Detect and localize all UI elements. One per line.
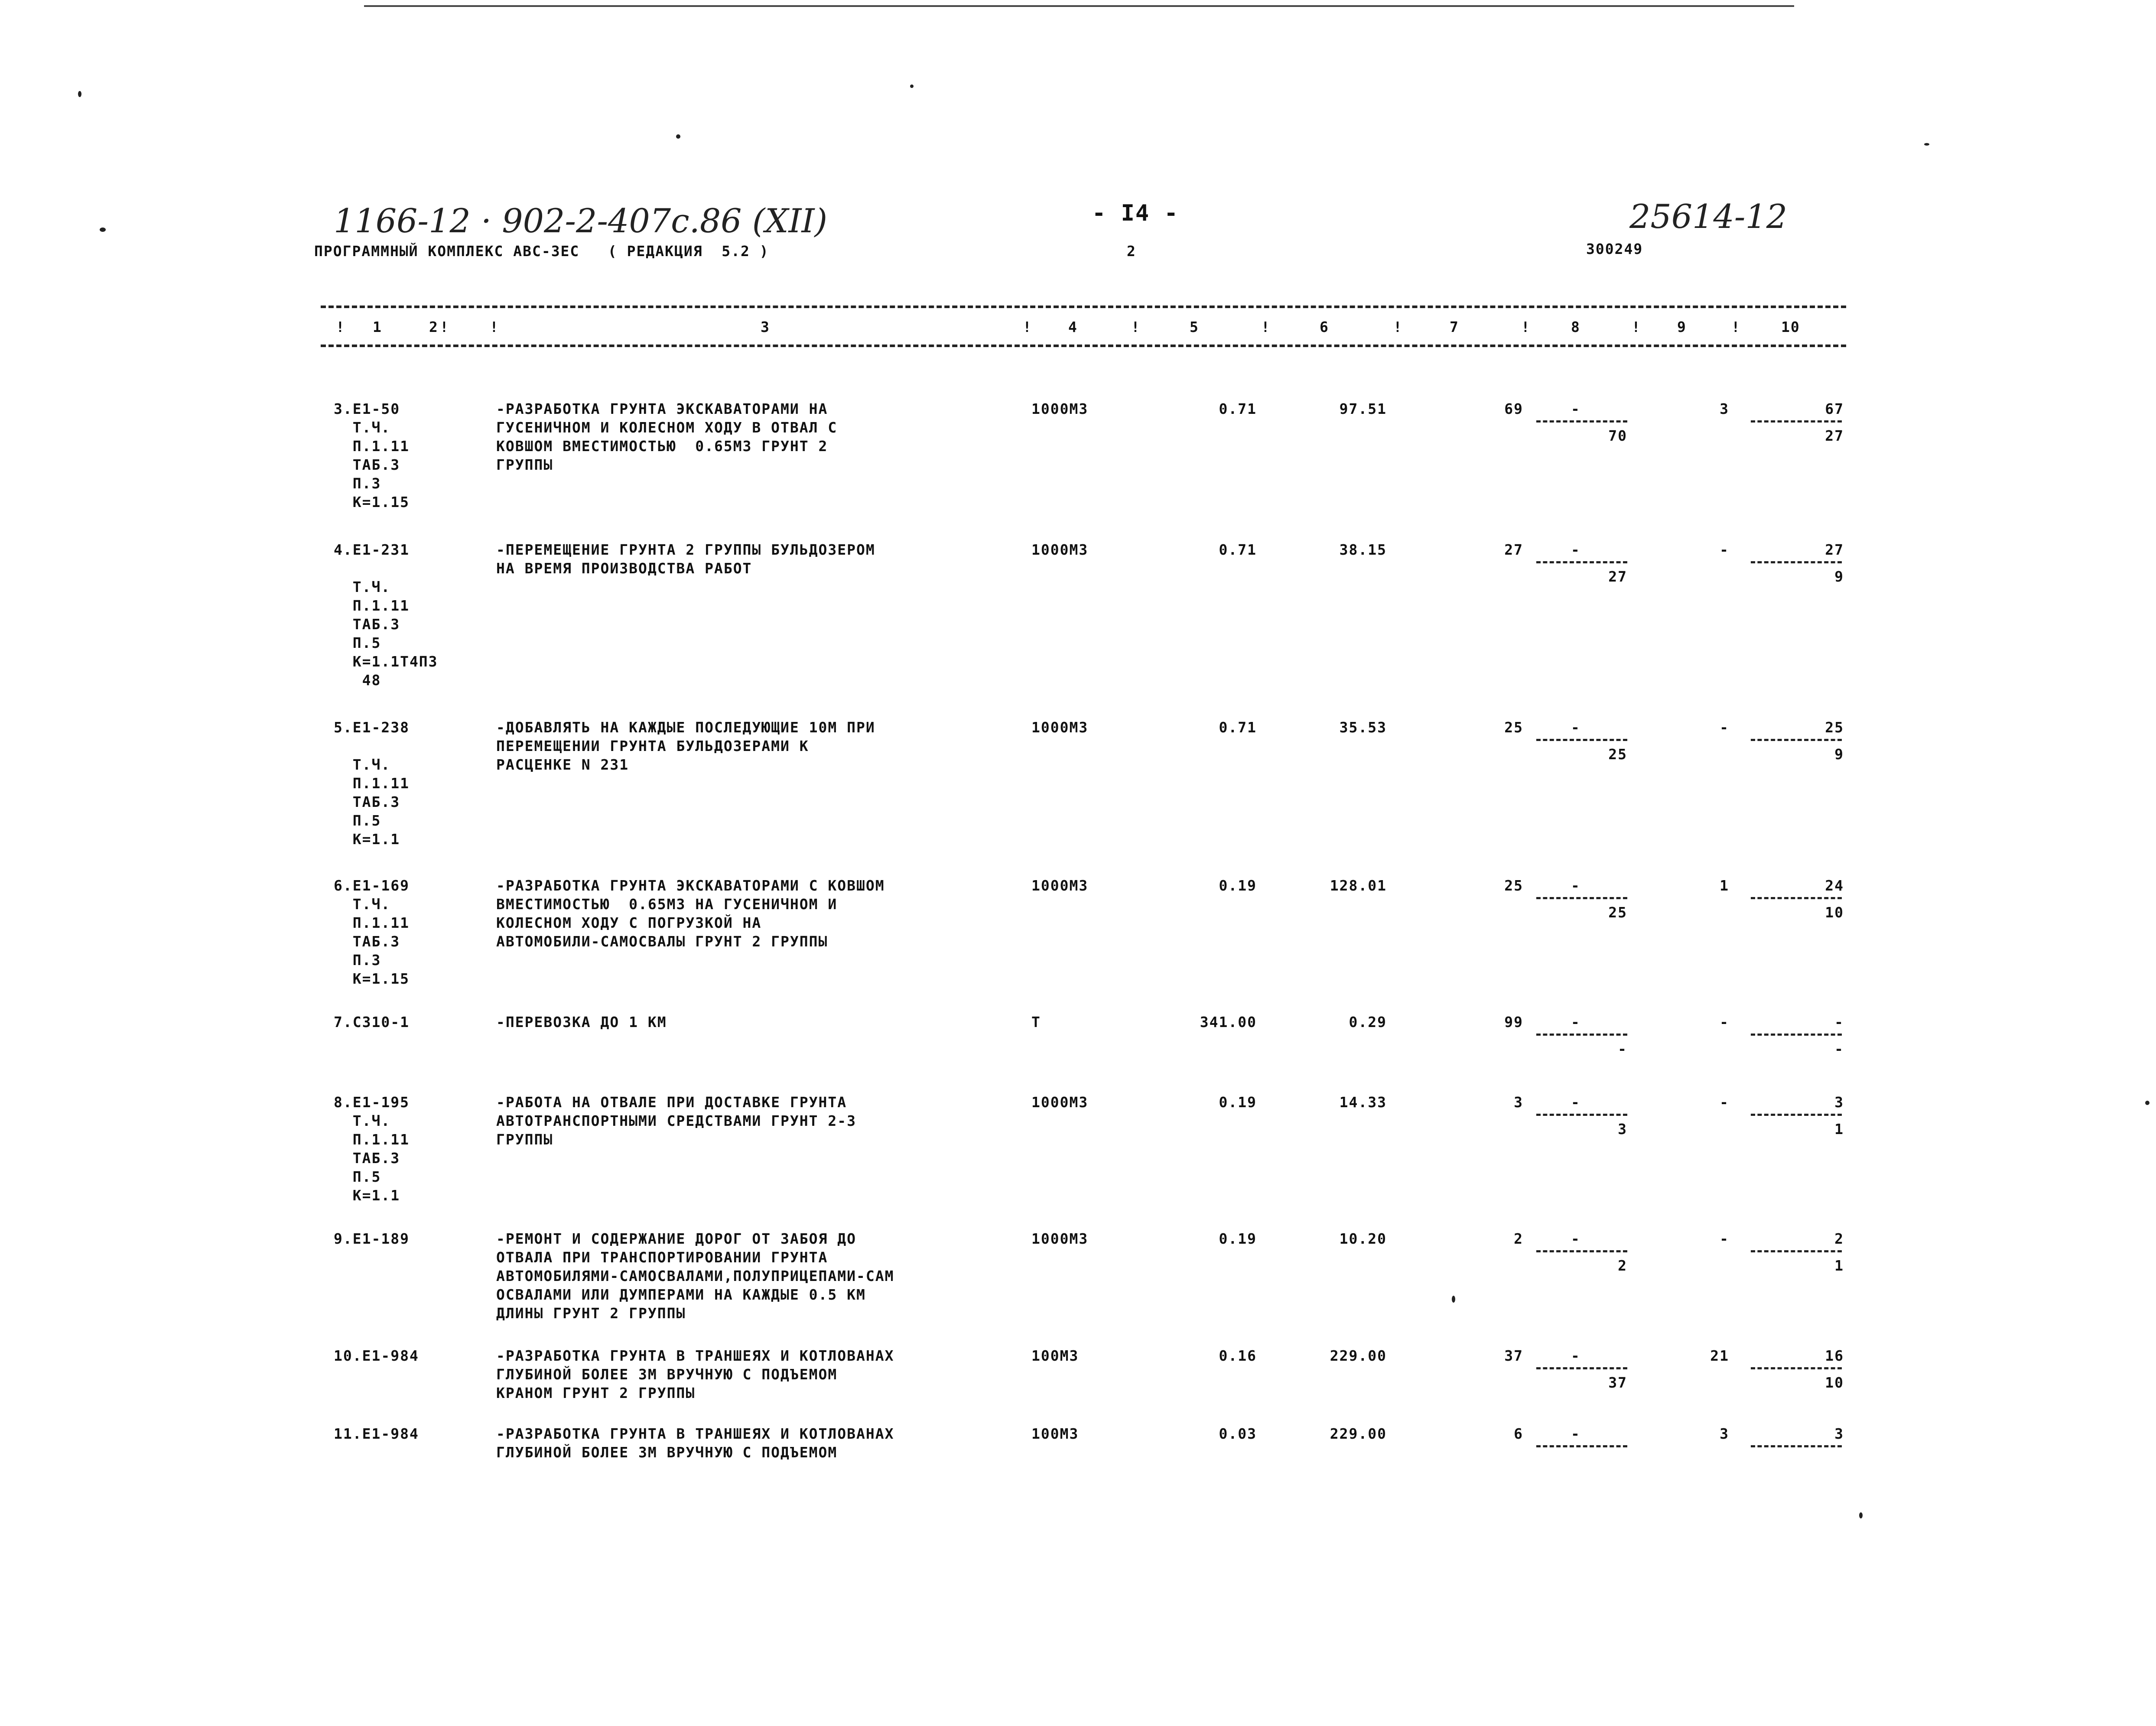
row-quantity: 0.16 [1219, 1347, 1257, 1364]
row-description-line: -ДОБАВЛЯТЬ НА КАЖДЫЕ ПОСЛЕДУЮЩИЕ 10М ПРИ [496, 719, 875, 736]
row-description-line: -РЕМОНТ И СОДЕРЖАНИЕ ДОРОГ ОТ ЗАБОЯ ДО [496, 1230, 856, 1247]
col-num-9: 9 [1677, 319, 1687, 335]
fraction-line [1536, 1445, 1627, 1447]
document-code: 300249 [1586, 241, 1643, 257]
row-unit-price: 0.29 [1349, 1014, 1387, 1030]
row-description-line: ГЛУБИНОЙ БОЛЕЕ 3М ВРУЧНУЮ С ПОДЪЕМОМ [496, 1366, 838, 1383]
row-total-cost: 37 [1504, 1347, 1523, 1364]
row-col10-top: 27 [1825, 541, 1844, 558]
col-num-10: 10 [1781, 319, 1800, 335]
row-code-line: 4.Е1-231 [334, 541, 410, 558]
row-description-line: -РАЗРАБОТКА ГРУНТА ЭКСКАВАТОРАМИ НА [496, 400, 828, 417]
row-code-line: П.1.11 [334, 914, 410, 931]
row-code-line: П.5 [334, 634, 381, 651]
fraction-line [1751, 420, 1842, 423]
row-code-line: Т.Ч. [334, 756, 391, 773]
row-quantity: 0.71 [1219, 719, 1257, 736]
row-code-line: 3.Е1-50 [334, 400, 400, 417]
row-unit: 1000М3 [1031, 1094, 1089, 1111]
row-quantity: 0.71 [1219, 541, 1257, 558]
row-col8-bottom: 25 [1608, 904, 1627, 921]
row-code-line: П.3 [334, 475, 381, 492]
row-code-line: К=1.1 [334, 831, 400, 848]
scan-speck [1859, 1512, 1863, 1518]
row-quantity: 0.19 [1219, 1230, 1257, 1247]
table-header-rule [321, 345, 1846, 347]
fraction-line [1751, 1445, 1842, 1447]
row-code-line: ТАБ.3 [334, 793, 400, 810]
row-code-line: 10.Е1-984 [334, 1347, 419, 1364]
row-col8-bottom: - [1618, 1040, 1627, 1057]
row-code-line: 11.Е1-984 [334, 1425, 419, 1442]
scan-speck [910, 85, 914, 88]
row-col9: 21 [1710, 1347, 1729, 1364]
row-col10-bottom: 10 [1825, 904, 1844, 921]
fraction-line [1536, 897, 1627, 899]
fraction-line [1536, 561, 1627, 563]
row-col10-bottom: 1 [1834, 1121, 1844, 1138]
row-col10-bottom: 27 [1825, 427, 1844, 444]
row-unit: 1000М3 [1031, 719, 1089, 736]
row-col9: - [1720, 1230, 1729, 1247]
row-description-line: ГЛУБИНОЙ БОЛЕЕ 3М ВРУЧНУЮ С ПОДЪЕМОМ [496, 1444, 838, 1461]
row-col8-bottom: 2 [1618, 1257, 1627, 1274]
row-code-line: 9.Е1-189 [334, 1230, 410, 1247]
row-description-line: ГУСЕНИЧНОМ И КОЛЕСНОМ ХОДУ В ОТВАЛ С [496, 419, 838, 436]
row-col9: 1 [1720, 877, 1729, 894]
row-unit: 1000М3 [1031, 400, 1089, 417]
fraction-line [1536, 1114, 1627, 1116]
row-code-line: К=1.15 [334, 494, 410, 510]
row-unit: 1000М3 [1031, 877, 1089, 894]
row-description-line: АВТОМОБИЛИ-САМОСВАЛЫ ГРУНТ 2 ГРУППЫ [496, 933, 828, 950]
row-code-line: П.1.11 [334, 775, 410, 792]
row-code-line: 6.Е1-169 [334, 877, 410, 894]
col-num-5: 5 [1190, 319, 1199, 335]
fraction-line [1751, 1114, 1842, 1116]
row-col8-top: - [1571, 1425, 1580, 1442]
row-description-line: -ПЕРЕВОЗКА ДО 1 КМ [496, 1014, 667, 1030]
row-col9: - [1720, 1014, 1729, 1030]
page-number: - I4 - [1092, 200, 1179, 226]
row-description-line: РАСЦЕНКЕ N 231 [496, 756, 629, 773]
scan-speck [676, 134, 680, 139]
row-unit-price: 229.00 [1330, 1425, 1387, 1442]
row-quantity: 0.71 [1219, 400, 1257, 417]
row-total-cost: 25 [1504, 877, 1523, 894]
top-edge-rule [364, 5, 1794, 7]
fraction-line [1751, 897, 1842, 899]
col-num-4: 4 [1068, 319, 1078, 335]
row-description-line: ГРУППЫ [496, 456, 553, 473]
row-col10-top: 3 [1834, 1094, 1844, 1111]
col-num-8: 8 [1571, 319, 1580, 335]
row-unit-price: 229.00 [1330, 1347, 1387, 1364]
fraction-line [1751, 1367, 1842, 1369]
col-num-2: 2 [429, 319, 439, 335]
row-col8-bottom: 37 [1608, 1374, 1627, 1391]
col-num-7: 7 [1450, 319, 1459, 335]
row-description-line: -РАЗРАБОТКА ГРУНТА В ТРАНШЕЯХ И КОТЛОВАНАХ [496, 1425, 894, 1442]
table-top-rule [321, 306, 1846, 308]
scan-speck [2145, 1101, 2149, 1105]
row-total-cost: 3 [1514, 1094, 1523, 1111]
row-description-line: ПЕРЕМЕЩЕНИИ ГРУНТА БУЛЬДОЗЕРАМИ К [496, 738, 809, 754]
row-code-line: 7.С310-1 [334, 1014, 410, 1030]
row-code-line: 8.Е1-195 [334, 1094, 410, 1111]
fraction-line [1536, 420, 1627, 423]
row-col8-top: - [1571, 400, 1580, 417]
fraction-line [1751, 561, 1842, 563]
row-code-line: Т.Ч. [334, 579, 391, 595]
row-total-cost: 99 [1504, 1014, 1523, 1030]
row-col8-top: - [1571, 719, 1580, 736]
row-code-line: П.1.11 [334, 597, 410, 614]
row-description-line: АВТОТРАНСПОРТНЫМИ СРЕДСТВАМИ ГРУНТ 2-3 [496, 1112, 856, 1129]
row-total-cost: 25 [1504, 719, 1523, 736]
row-description-line: АВТОМОБИЛЯМИ-САМОСВАЛАМИ,ПОЛУПРИЦЕПАМИ-САМ [496, 1268, 894, 1284]
row-description-line: КОВШОМ ВМЕСТИМОСТЬЮ 0.65М3 ГРУНТ 2 [496, 438, 828, 455]
row-col10-top: 67 [1825, 400, 1844, 417]
row-col10-top: 24 [1825, 877, 1844, 894]
row-col8-top: - [1571, 877, 1580, 894]
row-code-line: П.1.11 [334, 1131, 410, 1148]
row-col8-top: - [1571, 541, 1580, 558]
row-code-line: П.1.11 [334, 438, 410, 455]
col-num-1: 1 [373, 319, 382, 335]
row-code-line: П.5 [334, 812, 381, 829]
row-unit-price: 14.33 [1339, 1094, 1387, 1111]
row-col9: - [1720, 1094, 1729, 1111]
row-total-cost: 2 [1514, 1230, 1523, 1247]
row-unit: 100М3 [1031, 1347, 1079, 1364]
row-col10-top: 2 [1834, 1230, 1844, 1247]
row-unit-price: 128.01 [1330, 877, 1387, 894]
row-quantity: 0.19 [1219, 877, 1257, 894]
row-col9: - [1720, 541, 1729, 558]
row-unit: 100М3 [1031, 1425, 1079, 1442]
row-description-line: КОЛЕСНОМ ХОДУ С ПОГРУЗКОЙ НА [496, 914, 762, 931]
row-quantity: 0.03 [1219, 1425, 1257, 1442]
row-code-line: 48 [334, 672, 381, 689]
row-description-line: -РАЗРАБОТКА ГРУНТА ЭКСКАВАТОРАМИ С КОВШОМ [496, 877, 885, 894]
fraction-line [1536, 1250, 1627, 1252]
row-col10-bottom: 10 [1825, 1374, 1844, 1391]
scan-speck [100, 228, 106, 232]
row-description-line: -РАЗРАБОТКА ГРУНТА В ТРАНШЕЯХ И КОТЛОВАНАХ [496, 1347, 894, 1364]
scan-speck [1452, 1296, 1455, 1303]
row-description-line: КРАНОМ ГРУНТ 2 ГРУППЫ [496, 1385, 696, 1401]
fraction-line [1536, 1034, 1627, 1036]
col-num-3: 3 [761, 319, 770, 335]
row-description-line: -РАБОТА НА ОТВАЛЕ ПРИ ДОСТАВКЕ ГРУНТА [496, 1094, 847, 1111]
row-quantity: 0.19 [1219, 1094, 1257, 1111]
row-code-line: ТАБ.3 [334, 456, 400, 473]
row-description-line: -ПЕРЕМЕЩЕНИЕ ГРУНТА 2 ГРУППЫ БУЛЬДОЗЕРОМ [496, 541, 875, 558]
row-description-line: ВМЕСТИМОСТЬЮ 0.65М3 НА ГУСЕНИЧНОМ И [496, 896, 838, 913]
row-total-cost: 69 [1504, 400, 1523, 417]
row-col10-top: 25 [1825, 719, 1844, 736]
row-total-cost: 27 [1504, 541, 1523, 558]
row-col8-top: - [1571, 1014, 1580, 1030]
row-code-line: П.3 [334, 952, 381, 969]
row-description-line: ОТВАЛА ПРИ ТРАНСПОРТИРОВАНИИ ГРУНТА [496, 1249, 828, 1266]
row-code-line: К=1.1Т4П3 [334, 653, 438, 670]
col-num-6: 6 [1320, 319, 1329, 335]
row-col9: 3 [1720, 1425, 1729, 1442]
row-code-line: ТАБ.3 [334, 933, 400, 950]
row-col8-bottom: 3 [1618, 1121, 1627, 1138]
row-description-line: ДЛИНЫ ГРУНТ 2 ГРУППЫ [496, 1305, 686, 1322]
row-col8-bottom: 27 [1608, 568, 1627, 585]
scan-speck [78, 91, 81, 97]
row-col8-bottom: 70 [1608, 427, 1627, 444]
fraction-line [1751, 1034, 1842, 1036]
row-col10-bottom: 9 [1834, 568, 1844, 585]
row-col8-top: - [1571, 1230, 1580, 1247]
row-col10-top: 16 [1825, 1347, 1844, 1364]
program-title: ПРОГРАММНЫЙ КОМПЛЕКС АВС-3ЕС ( РЕДАКЦИЯ 5.2 ) [314, 243, 769, 260]
sub-number: 2 [1127, 243, 1136, 260]
row-col8-top: - [1571, 1094, 1580, 1111]
row-code-line: ТАБ.3 [334, 1150, 400, 1167]
row-code-line: П.5 [334, 1168, 381, 1185]
row-unit-price: 38.15 [1339, 541, 1387, 558]
handwritten-document-number: 25614-12 [1629, 197, 1788, 236]
row-unit-price: 97.51 [1339, 400, 1387, 417]
row-unit: 1000М3 [1031, 1230, 1089, 1247]
row-col10-top: - [1834, 1014, 1844, 1030]
row-description-line: ГРУППЫ [496, 1131, 553, 1148]
row-quantity: 341.00 [1200, 1014, 1257, 1030]
fraction-line [1536, 1367, 1627, 1369]
fraction-line [1536, 739, 1627, 741]
row-col9: - [1720, 719, 1729, 736]
row-col10-bottom: - [1834, 1040, 1844, 1057]
row-unit: 1000М3 [1031, 541, 1089, 558]
row-unit: Т [1031, 1014, 1041, 1030]
row-code-line: К=1.15 [334, 970, 410, 987]
row-total-cost: 6 [1514, 1425, 1523, 1442]
row-code-line: Т.Ч. [334, 896, 391, 913]
row-code-line: ТАБ.3 [334, 616, 400, 633]
fraction-line [1751, 739, 1842, 741]
row-description-line: НА ВРЕМЯ ПРОИЗВОДСТВА РАБОТ [496, 560, 752, 577]
row-code-line: Т.Ч. [334, 1112, 391, 1129]
row-col10-top: 3 [1834, 1425, 1844, 1442]
row-col10-bottom: 9 [1834, 746, 1844, 763]
row-unit-price: 35.53 [1339, 719, 1387, 736]
row-description-line: ОСВАЛАМИ ИЛИ ДУМПЕРАМИ НА КАЖДЫЕ 0.5 КМ [496, 1286, 866, 1303]
row-code-line: Т.Ч. [334, 419, 391, 436]
row-col8-bottom: 25 [1608, 746, 1627, 763]
row-code-line: К=1.1 [334, 1187, 400, 1204]
fraction-line [1751, 1250, 1842, 1252]
handwritten-archive-number: 1166-12 · 902-2-407с.86 (XII) [334, 202, 828, 240]
scan-speck [1924, 143, 1929, 146]
row-col9: 3 [1720, 400, 1729, 417]
row-code-line: 5.Е1-238 [334, 719, 410, 736]
row-col10-bottom: 1 [1834, 1257, 1844, 1274]
row-col8-top: - [1571, 1347, 1580, 1364]
row-unit-price: 10.20 [1339, 1230, 1387, 1247]
